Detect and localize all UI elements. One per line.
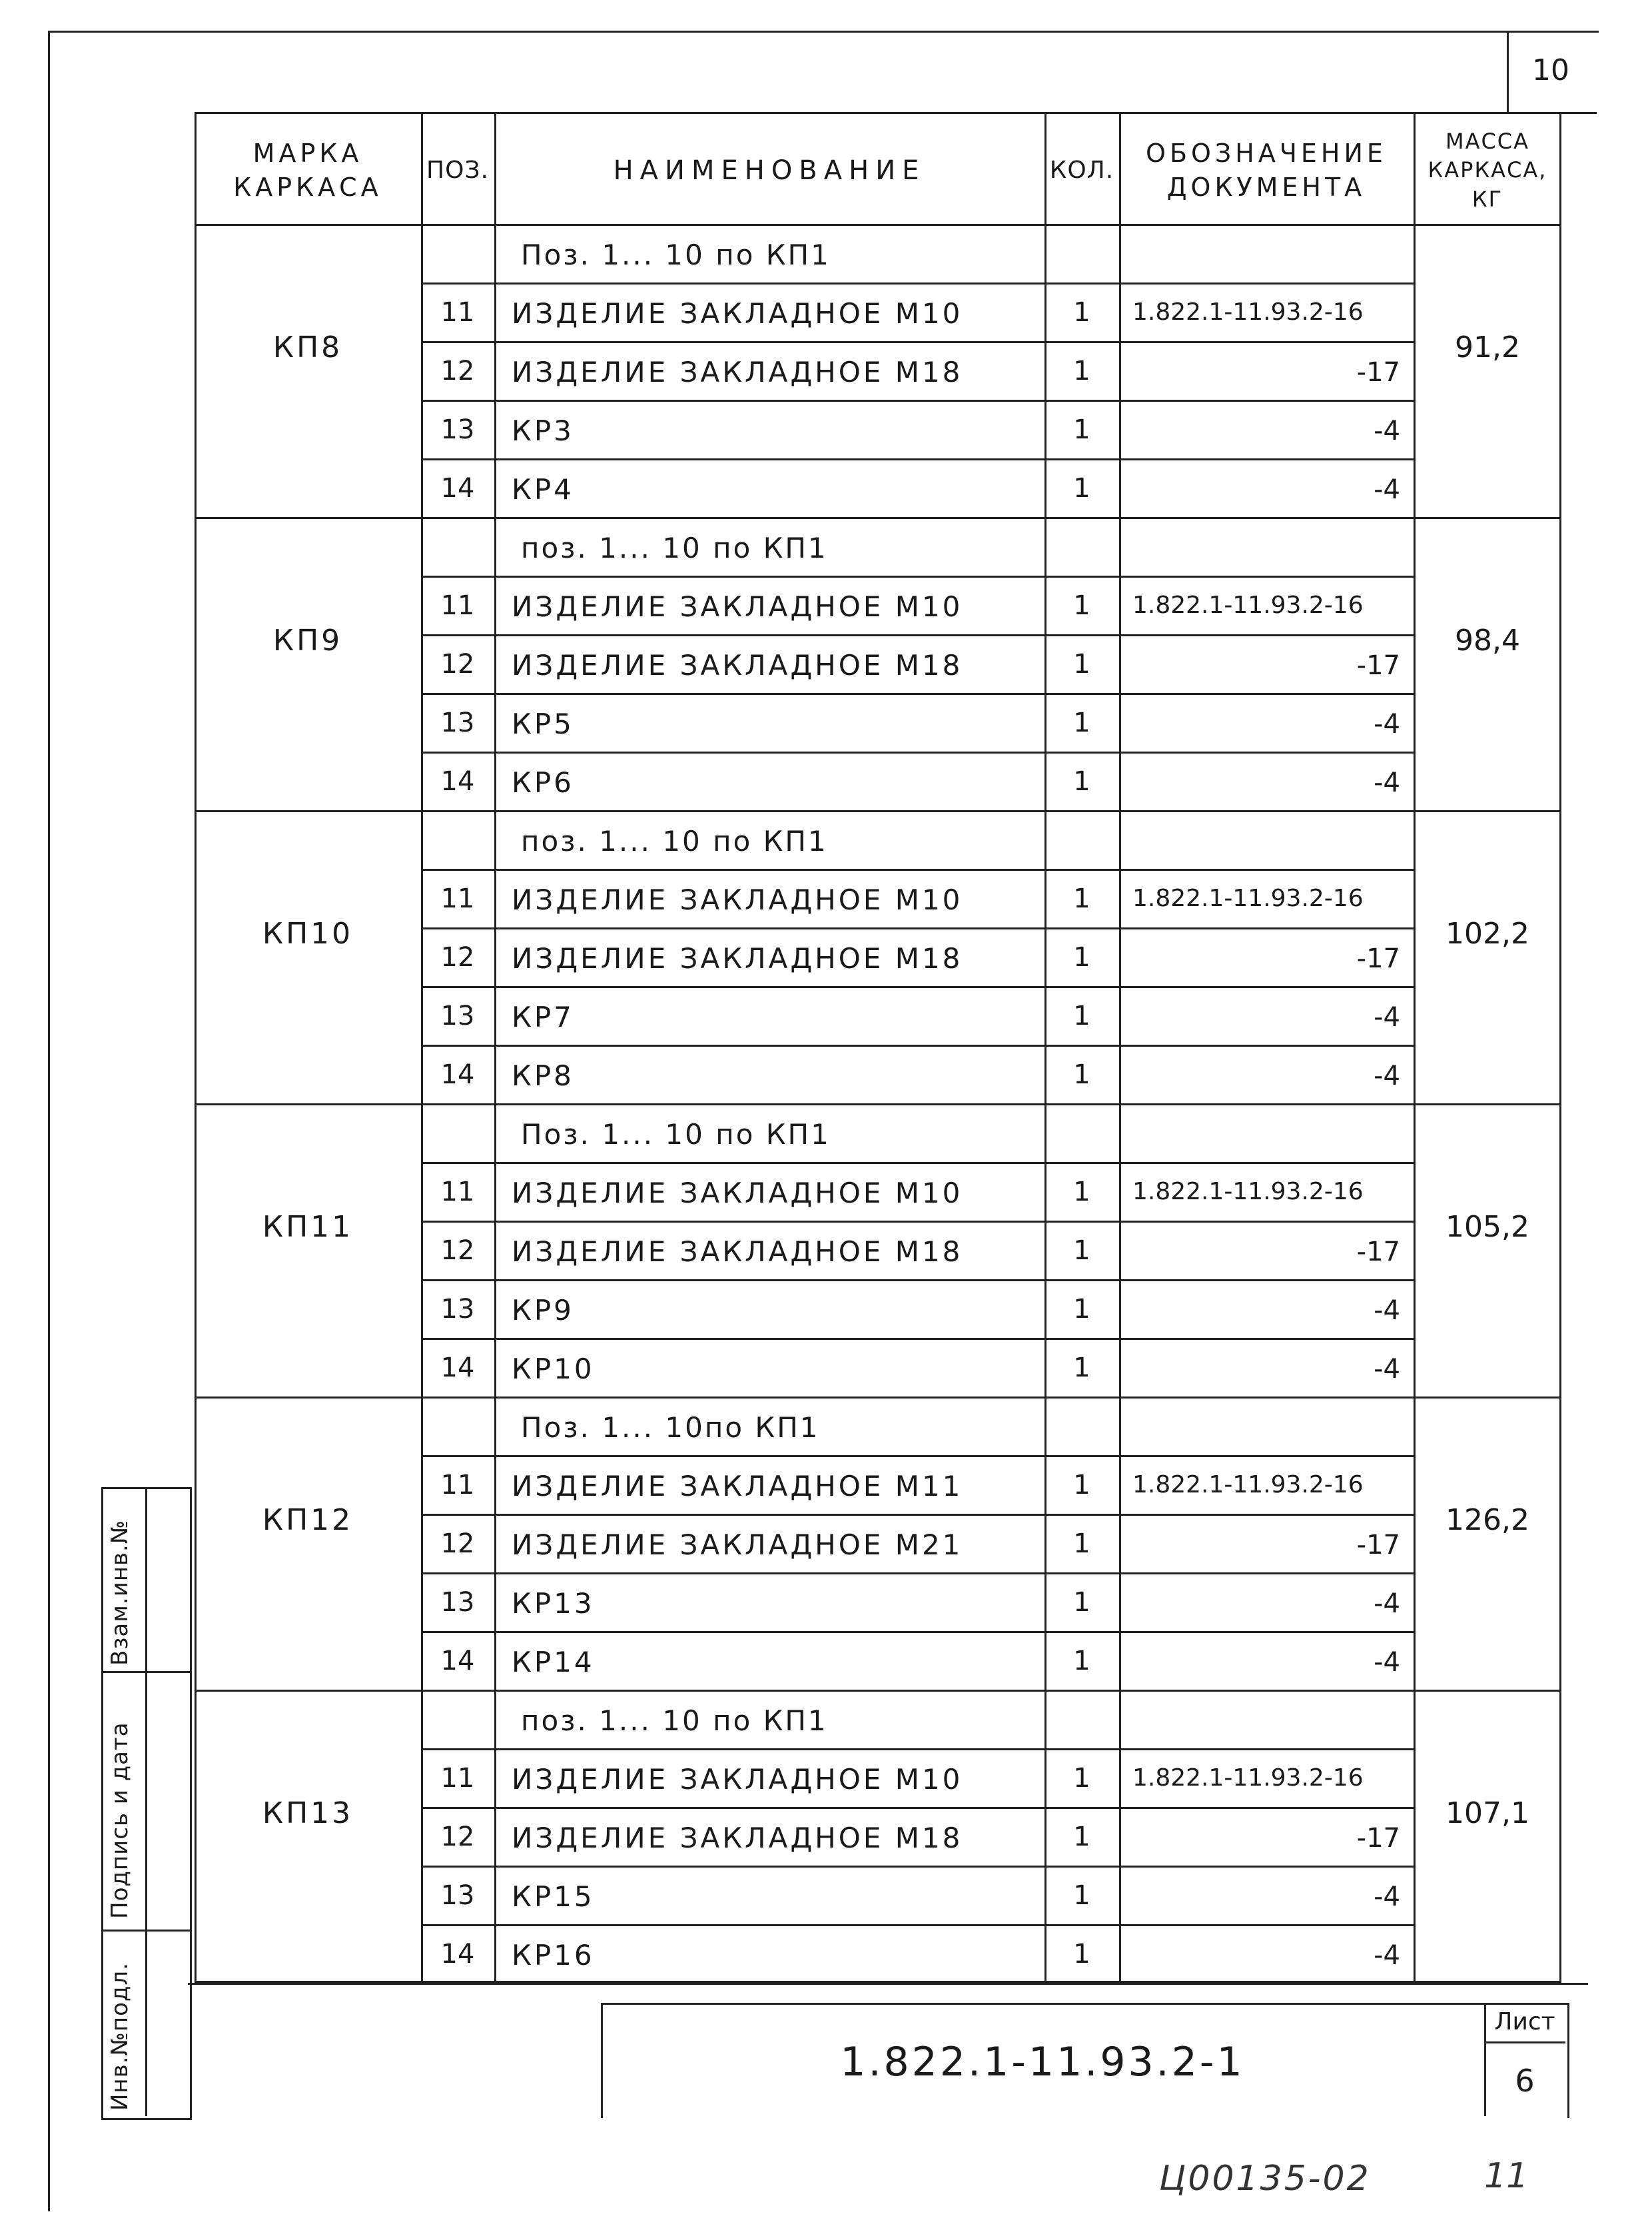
row-name: ИЗДЕЛИЕ ЗАКЛАДНОЕ М10 [512,1177,963,1209]
row-poz: 13 [440,1294,475,1325]
row-name: КР8 [512,1059,574,1092]
row-name: ИЗДЕЛИЕ ЗАКЛАДНОЕ М18 [512,356,963,388]
header-name: НАИМЕНОВАНИЕ [613,155,926,186]
row-document: -17 [1356,1823,1400,1854]
row-document: -4 [1374,416,1400,446]
frame-mass: 91,2 [1455,330,1520,364]
side-stamp-row-line [101,1671,190,1673]
row-name: ИЗДЕЛИЕ ЗАКЛАДНОЕ М18 [512,1822,963,1854]
group-line [195,1397,1561,1399]
row-name: КР9 [512,1294,574,1327]
reference-row: поз. 1... 10 по КП1 [521,1704,828,1737]
table-border [195,112,1561,1983]
row-document: -4 [1374,1061,1400,1091]
column-line [1119,112,1121,1983]
row-poz: 12 [440,356,475,386]
row-kol: 1 [1073,1880,1090,1911]
row-kol: 1 [1073,649,1090,680]
row-document: -17 [1356,1237,1400,1267]
row-kol: 1 [1073,473,1090,504]
frame-marka: КП12 [262,1503,354,1537]
row-poz: 12 [440,1528,475,1559]
row-kol: 1 [1073,942,1090,973]
reference-row: Поз. 1... 10по КП1 [521,1411,820,1444]
title-block-sheet-label: Лист [1494,2008,1555,2035]
side-stamp-row-line [101,1930,190,1932]
reference-row: поз. 1... 10 по КП1 [521,532,828,564]
row-poz: 11 [440,1177,475,1207]
row-line [421,1338,1414,1340]
row-kol: 1 [1073,1470,1090,1500]
title-block-sheet-number: 6 [1515,2063,1535,2099]
row-document: 1.822.1-11.93.2-16 [1132,1764,1364,1792]
row-name: ИЗДЕЛИЕ ЗАКЛАДНОЕ М11 [512,1470,963,1502]
reference-row: поз. 1... 10 по КП1 [521,825,828,857]
side-stamp-podpis-data: Подпись и дата [107,1722,133,1919]
row-line [421,693,1414,695]
row-kol: 1 [1073,708,1090,738]
row-line [421,576,1414,578]
top-sheet-number: 10 [1532,53,1569,87]
row-line [421,1162,1414,1164]
frame-marka: КП13 [262,1796,354,1830]
row-poz: 14 [440,766,475,797]
row-poz: 13 [440,1587,475,1618]
frame-mass: 107,1 [1446,1796,1529,1830]
group-line [195,517,1561,519]
frame-marka: КП10 [262,917,354,951]
frame-mass: 98,4 [1455,624,1520,658]
row-document: -4 [1374,768,1400,798]
row-kol: 1 [1073,1822,1090,1852]
row-line [421,1748,1414,1750]
row-poz: 11 [440,883,475,914]
row-line [421,458,1414,460]
header-mass: МАССА КАРКАСА, КГ [1428,129,1547,212]
row-document: -17 [1356,357,1400,388]
row-name: КР10 [512,1353,595,1385]
row-name: КР15 [512,1880,595,1913]
row-name: КР6 [512,766,574,799]
header-kol: КОЛ. [1049,156,1114,184]
row-line [421,986,1414,988]
group-line [195,1690,1561,1692]
row-kol: 1 [1073,1294,1090,1325]
group-line [195,1103,1561,1105]
row-line [421,1866,1414,1868]
row-line [421,869,1414,871]
row-line [421,1279,1414,1281]
side-stamp-vzam-inv: Взам.инв.№ [107,1519,133,1666]
row-document: -4 [1374,1002,1400,1033]
row-poz: 12 [440,942,475,973]
row-poz: 14 [440,1353,475,1383]
side-stamp-divider [145,1487,147,2116]
row-line [421,400,1414,402]
row-kol: 1 [1073,1059,1090,1090]
row-kol: 1 [1073,590,1090,621]
row-poz: 12 [440,1235,475,1266]
row-document: 1.822.1-11.93.2-16 [1132,1178,1364,1205]
row-document: -4 [1374,1354,1400,1385]
frame-mass: 105,2 [1446,1210,1529,1244]
row-document: 1.822.1-11.93.2-16 [1132,298,1364,326]
row-document: -4 [1374,1588,1400,1619]
footer-archive-code: Ц00135-02 [1159,2159,1371,2199]
row-name: КР3 [512,414,574,447]
row-line [421,1045,1414,1047]
frame-mass: 126,2 [1446,1503,1529,1537]
row-name: ИЗДЕЛИЕ ЗАКЛАДНОЕ М10 [512,297,963,330]
frame-marka: КП8 [272,330,343,364]
title-block-sheet-line [1484,2041,1565,2043]
row-name: ИЗДЕЛИЕ ЗАКЛАДНОЕ М10 [512,1763,963,1796]
frame-mass: 102,2 [1446,917,1529,951]
row-kol: 1 [1073,414,1090,445]
row-poz: 14 [440,1646,475,1676]
row-line [421,752,1414,754]
row-document: -4 [1374,709,1400,740]
row-line [421,282,1414,284]
row-line [421,1455,1414,1457]
row-poz: 13 [440,1880,475,1911]
footer-page-number: 11 [1484,2156,1529,2196]
column-line [494,112,496,1983]
row-poz: 14 [440,1939,475,1969]
header-poz: ПОЗ. [426,156,489,184]
row-line [421,634,1414,636]
row-name: КР7 [512,1001,574,1033]
row-kol: 1 [1073,1001,1090,1031]
row-kol: 1 [1073,1763,1090,1794]
column-line [1414,112,1416,1983]
frame-marka: КП9 [272,624,343,658]
row-poz: 14 [440,1059,475,1090]
row-name: ИЗДЕЛИЕ ЗАКЛАДНОЕ М18 [512,1235,963,1268]
row-poz: 13 [440,1001,475,1031]
frame-marka: КП11 [262,1210,354,1244]
column-line [421,112,423,1983]
row-line [421,1924,1414,1926]
row-line [421,927,1414,929]
row-document: -17 [1356,1530,1400,1560]
row-name: КР13 [512,1587,595,1620]
row-line [421,1631,1414,1633]
row-name: ИЗДЕЛИЕ ЗАКЛАДНОЕ М10 [512,883,963,916]
row-kol: 1 [1073,1528,1090,1559]
row-document: 1.822.1-11.93.2-16 [1132,1471,1364,1498]
row-kol: 1 [1073,356,1090,386]
row-document: -4 [1374,1940,1400,1971]
row-name: КР14 [512,1646,595,1678]
row-name: ИЗДЕЛИЕ ЗАКЛАДНОЕ М18 [512,649,963,682]
row-line [421,1572,1414,1574]
row-document: -4 [1374,1882,1400,1912]
group-line [195,810,1561,812]
reference-row: Поз. 1... 10 по КП1 [521,239,831,271]
row-name: КР4 [512,473,574,506]
title-block-designation: 1.822.1-11.93.2-1 [840,2039,1245,2085]
column-line [1044,112,1046,1983]
row-name: КР5 [512,708,574,740]
row-line [421,341,1414,343]
row-document: 1.822.1-11.93.2-16 [1132,885,1364,912]
row-document: -4 [1374,474,1400,505]
side-stamp-inv-podl: Инв.№подл. [107,1962,133,2111]
row-poz: 11 [440,1470,475,1500]
reference-row: Поз. 1... 10 по КП1 [521,1118,831,1151]
row-line [421,1221,1414,1223]
row-poz: 12 [440,1822,475,1852]
row-poz: 12 [440,649,475,680]
row-line [421,1514,1414,1516]
row-kol: 1 [1073,1587,1090,1618]
row-kol: 1 [1073,1353,1090,1383]
row-document: 1.822.1-11.93.2-16 [1132,592,1364,619]
header-marka: МАРКА КАРКАСА [233,138,382,202]
row-document: -4 [1374,1647,1400,1678]
row-name: ИЗДЕЛИЕ ЗАКЛАДНОЕ М18 [512,942,963,975]
row-document: -4 [1374,1295,1400,1326]
row-kol: 1 [1073,1939,1090,1969]
row-document: -17 [1356,650,1400,681]
row-line [421,1807,1414,1809]
row-name: КР16 [512,1939,595,1971]
row-poz: 11 [440,297,475,328]
row-poz: 13 [440,708,475,738]
row-kol: 1 [1073,1646,1090,1676]
row-poz: 13 [440,414,475,445]
table-bottom-line [188,1983,1588,1985]
row-kol: 1 [1073,1235,1090,1266]
row-kol: 1 [1073,1177,1090,1207]
row-kol: 1 [1073,766,1090,797]
row-poz: 11 [440,1763,475,1794]
row-poz: 11 [440,590,475,621]
row-name: ИЗДЕЛИЕ ЗАКЛАДНОЕ М10 [512,590,963,623]
header-doc: ОБОЗНАЧЕНИЕ ДОКУМЕНТА [1146,138,1387,202]
row-document: -17 [1356,943,1400,974]
row-kol: 1 [1073,883,1090,914]
row-poz: 14 [440,473,475,504]
header-line [195,224,1561,226]
row-name: ИЗДЕЛИЕ ЗАКЛАДНОЕ М21 [512,1528,963,1561]
row-kol: 1 [1073,297,1090,328]
